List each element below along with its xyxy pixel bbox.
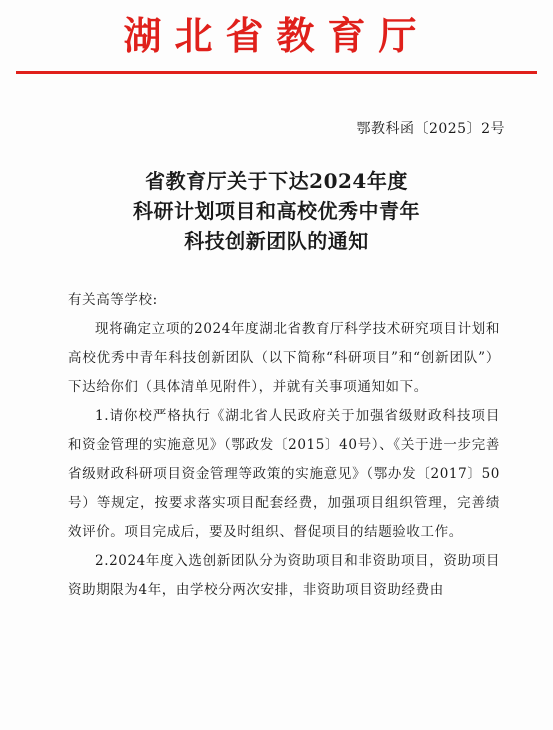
- title-line-2: 科研计划项目和高校优秀中青年: [133, 199, 420, 223]
- salutation: 有关高等学校:: [68, 292, 158, 308]
- paragraph-item-1: 1.请你校严格执行《湖北省人民政府关于加强省级财政科技项目和资金管理的实施意见》（鄂政发〔2015〕40号）、《关于进一步完善省级财政科研项目资金管理等政策的实施意见》（鄂办发〔2017〕50号）等规定，按要求落实项目配套经费，加强项目组织管理，完善绩效评价。项目完成后，要及时组织、督促项目的结题验收工作。: [68, 408, 500, 540]
- title-line-1: 省教育厅关于下达2024年度: [145, 169, 408, 193]
- document-body: [68, 286, 500, 605]
- letterhead-org-name: 湖北省教育厅: [123, 14, 430, 58]
- letterhead-red-rule: [16, 71, 537, 74]
- title-line-3: 科技创新团队的通知: [184, 229, 369, 253]
- paragraph-intro: 现将确定立项的2024年度湖北省教育厅科学技术研究项目计划和高校优秀中青年科技创新团队（以下简称“科研项目”和“创新团队”）下达给你们（具体清单见附件），并就有关事项通知如下。: [68, 321, 500, 395]
- paragraph-item-2: 2.2024年度入选创新团队分为资助项目和非资助项目，资助项目资助期限为4年，由学校分两次安排，非资助项目资助经费由: [68, 553, 500, 598]
- document-title: [0, 166, 553, 256]
- document-number: 鄂教科函〔2025〕2号: [356, 121, 505, 137]
